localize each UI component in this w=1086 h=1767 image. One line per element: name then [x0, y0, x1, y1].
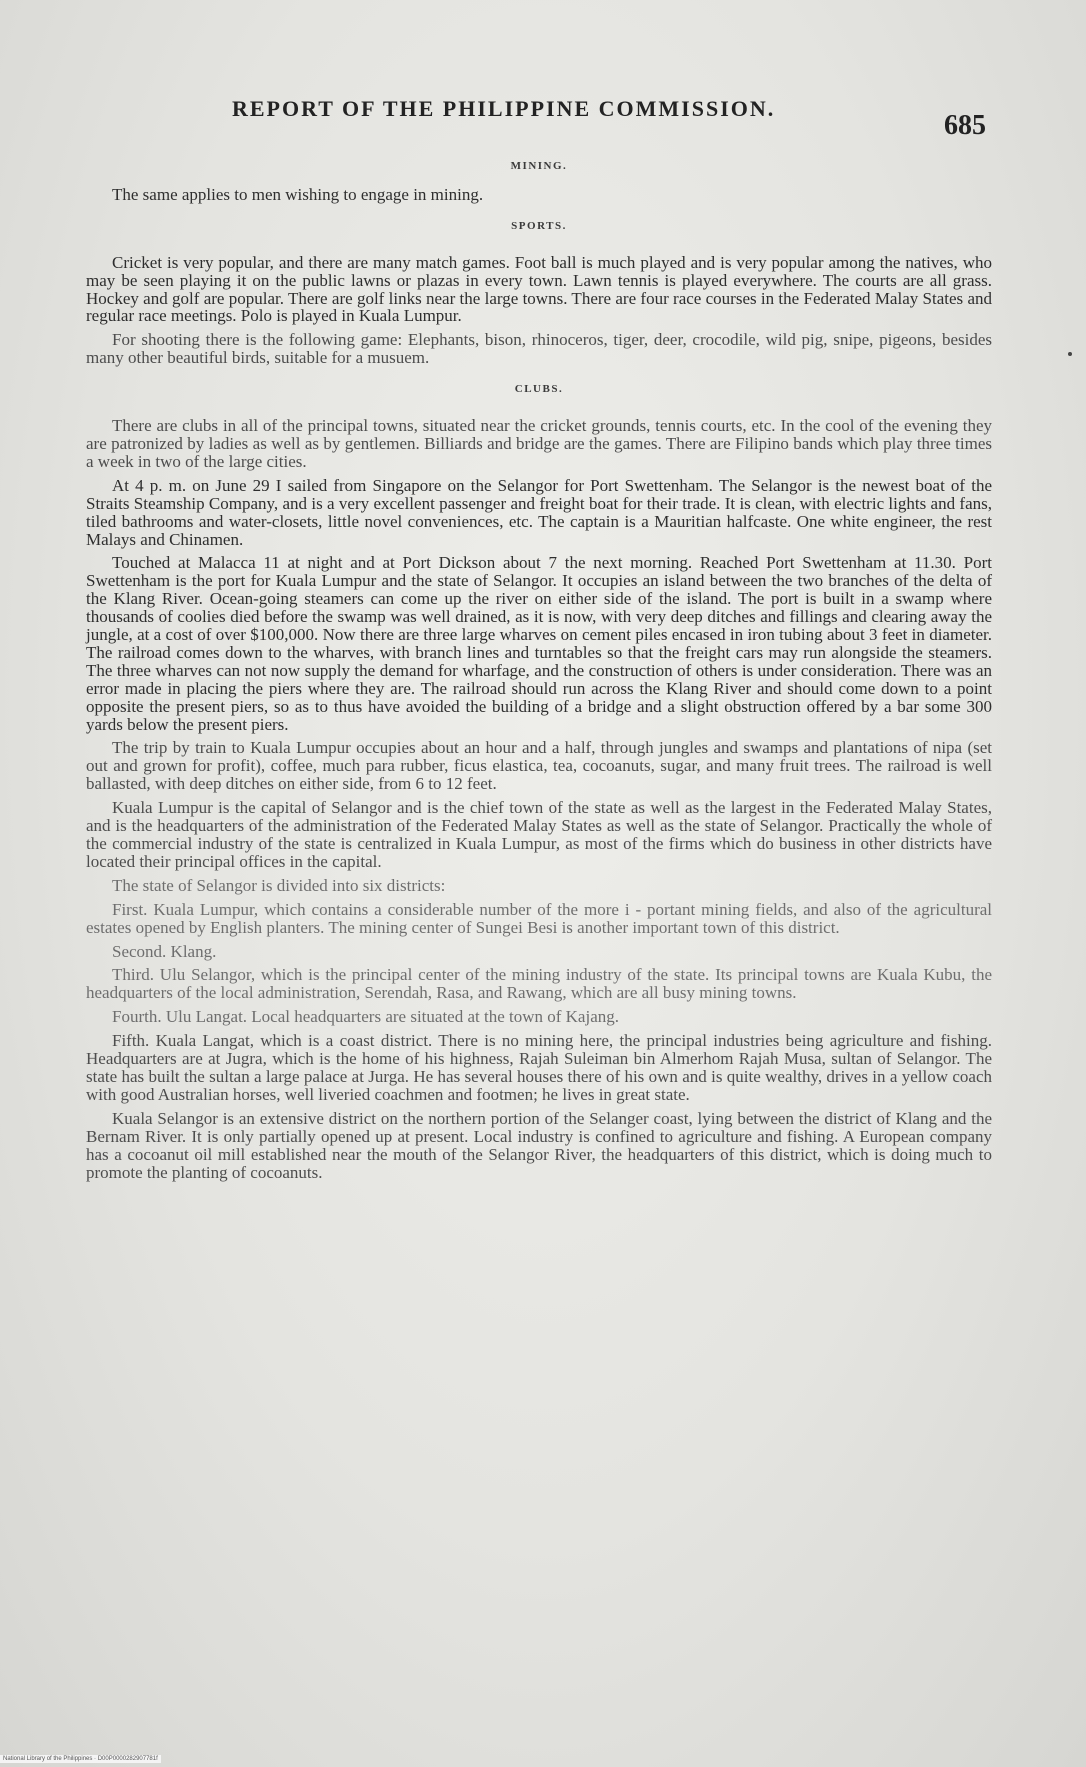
- scan-speck: [1068, 352, 1072, 356]
- paragraph-sports-2: For shooting there is the following game: Elephants, bison, rhinoceros, tiger, deer, crocodile, wild pig, snipe, pigeons, besides many other beautiful birds, suitable for a musuem.: [86, 330, 992, 368]
- body-text: [86, 158, 992, 1187]
- paragraph-clubs-4: The trip by train to Kuala Lumpur occupies about an hour and a half, through jungles and swamps and plantations of nipa (set out and grown for profit), coffee, much para rubber, ficus elastica, tea, cocoanuts, sugar, and many fruit trees. The railroad is well ballasted, with deep ditches on either side, from 6 to 12 feet.: [86, 738, 992, 794]
- section-heading-clubs: CLUBS.: [514, 383, 564, 396]
- paragraph-clubs-12: Kuala Selangor is an extensive district on the northern portion of the Selanger coast, lying between the district of Klang and the Bernam River. It is only partially opened up at present. Local industry is confined to agriculture and fishing. A European company has a cocoanut oil mill established near the mouth of the Selangor River, the headquarters of this district, which is doing much to promote the planting of cocoanuts.: [86, 1108, 992, 1182]
- page-number: 685: [944, 110, 986, 141]
- paragraph-clubs-7: First. Kuala Lumpur, which contains a considerable number of the more i - portant mining fields, and also of the agricultural estates opened by English planters. The mining center of Sungei Besi is another important town of this district.: [86, 899, 992, 937]
- paragraph-clubs-10: Fourth. Ulu Langat. Local headquarters are situated at the town of Kajang.: [112, 1007, 619, 1027]
- paragraph-clubs-9: Third. Ulu Selangor, which is the principal center of the mining industry of the state. Its principal towns are Kuala Kubu, the headquarters of the local administration, Serendah, Rasa, and Rawang, which are all busy mining towns.: [86, 965, 992, 1003]
- paragraph-clubs-5: Kuala Lumpur is the capital of Selangor and is the chief town of the state as well as the largest in the Federated Malay States, and is the headquarters of the administration of the Federated Malay States as well as the state of Selangor. Practically the whole of the commercial industry of the state is centralized in Kuala Lumpur, as most of the firms which do business in other districts have located their principal offices in the capital.: [86, 798, 992, 871]
- paragraph-clubs-1: There are clubs in all of the principal towns, situated near the cricket grounds, tennis courts, etc. In the cool of the evening they are patronized by ladies as well as by gentlemen. Billiards and bridge are the games. There are Filipino bands which play three times a week in two of the large cities.: [86, 416, 992, 471]
- section-heading-sports: SPORTS.: [511, 219, 567, 232]
- paragraph-clubs-8: Second. Klang.: [112, 941, 217, 961]
- paragraph-clubs-6: The state of Selangor is divided into six districts:: [112, 875, 446, 895]
- paragraph-clubs-2: At 4 p. m. on June 29 I sailed from Singapore on the Selangor for Port Swettenham. The Selangor is the newest boat of the Straits Steamship Company, and is a very excellent passenger and freight boat for their trade. It is clean, with electric lights and fans, tiled bathrooms and water-closets, little novel conveniences, etc. The captain is a Mauritian halfcaste. One white engineer, the rest Malays and Chinamen.: [86, 475, 992, 549]
- running-head-title: REPORT OF THE PHILIPPINE COMMISSION.: [232, 96, 776, 121]
- paragraph-clubs-11: Fifth. Kuala Langat, which is a coast district. There is no mining here, the principal industries being agriculture and fishing. Headquarters are at Jugra, which is the home of his highness, Rajah Suleiman bin Almerhom Rajah Musa, sultan of Selangor. The state has built the sultan a large palace at Jurga. He has several houses there of his own and is quite wealthy, drives in a yellow coach with good Australian horses, well liveried coachmen and footmen; he lives in great state.: [86, 1031, 992, 1104]
- section-heading-mining: MINING.: [510, 160, 568, 172]
- paragraph-mining-1: The same applies to men wishing to engage in mining.: [112, 184, 484, 204]
- scan-footer: National Library of the Philippines · D00P0000282907781f: [0, 1755, 161, 1763]
- paragraph-sports-1: Cricket is very popular, and there are many match games. Foot ball is much played and is very popular among the natives, who may be seen playing it on the public lawns or plazas in every town. Lawn tennis is played everywhere. The courts are all grass. Hockey and golf are popular. There are golf links near the large towns. There are four race courses in the Federated Malay States and regular race meetings. Polo is played in Kuala Lumpur.: [86, 252, 992, 326]
- paragraph-clubs-3: Touched at Malacca 11 at night and at Port Dickson about 7 the next morning. Reached Port Swettenham at 11.30. Port Swettenham is the port for Kuala Lumpur and the state of Selangor. It occupies an island between the two branches of the delta of the Klang River. Ocean-going steamers can come up the river on either side of the island. The port is built in a swamp where thousands of coolies died before the swamp was well drained, as it is now, with very deep ditches and fillings and clearing away the jungle, at a cost of over $100,000. Now there are three large wharves on cement piles encased in iron tubing about 3 feet in diameter. The railroad comes down to the wharves, with branch lines and turntables so that the freight cars may run alongside the steamers. The three wharves can not now supply the demand for wharfage, and the construction of others is under consideration. There was an error made in placing the piers where they are. The railroad should run across the Klang River and should come down to a point opposite the present piers, so as to thus have avoided the building of a bridge and a slight obstruction offered by a bar some 300 yards below the present piers.: [86, 553, 992, 734]
